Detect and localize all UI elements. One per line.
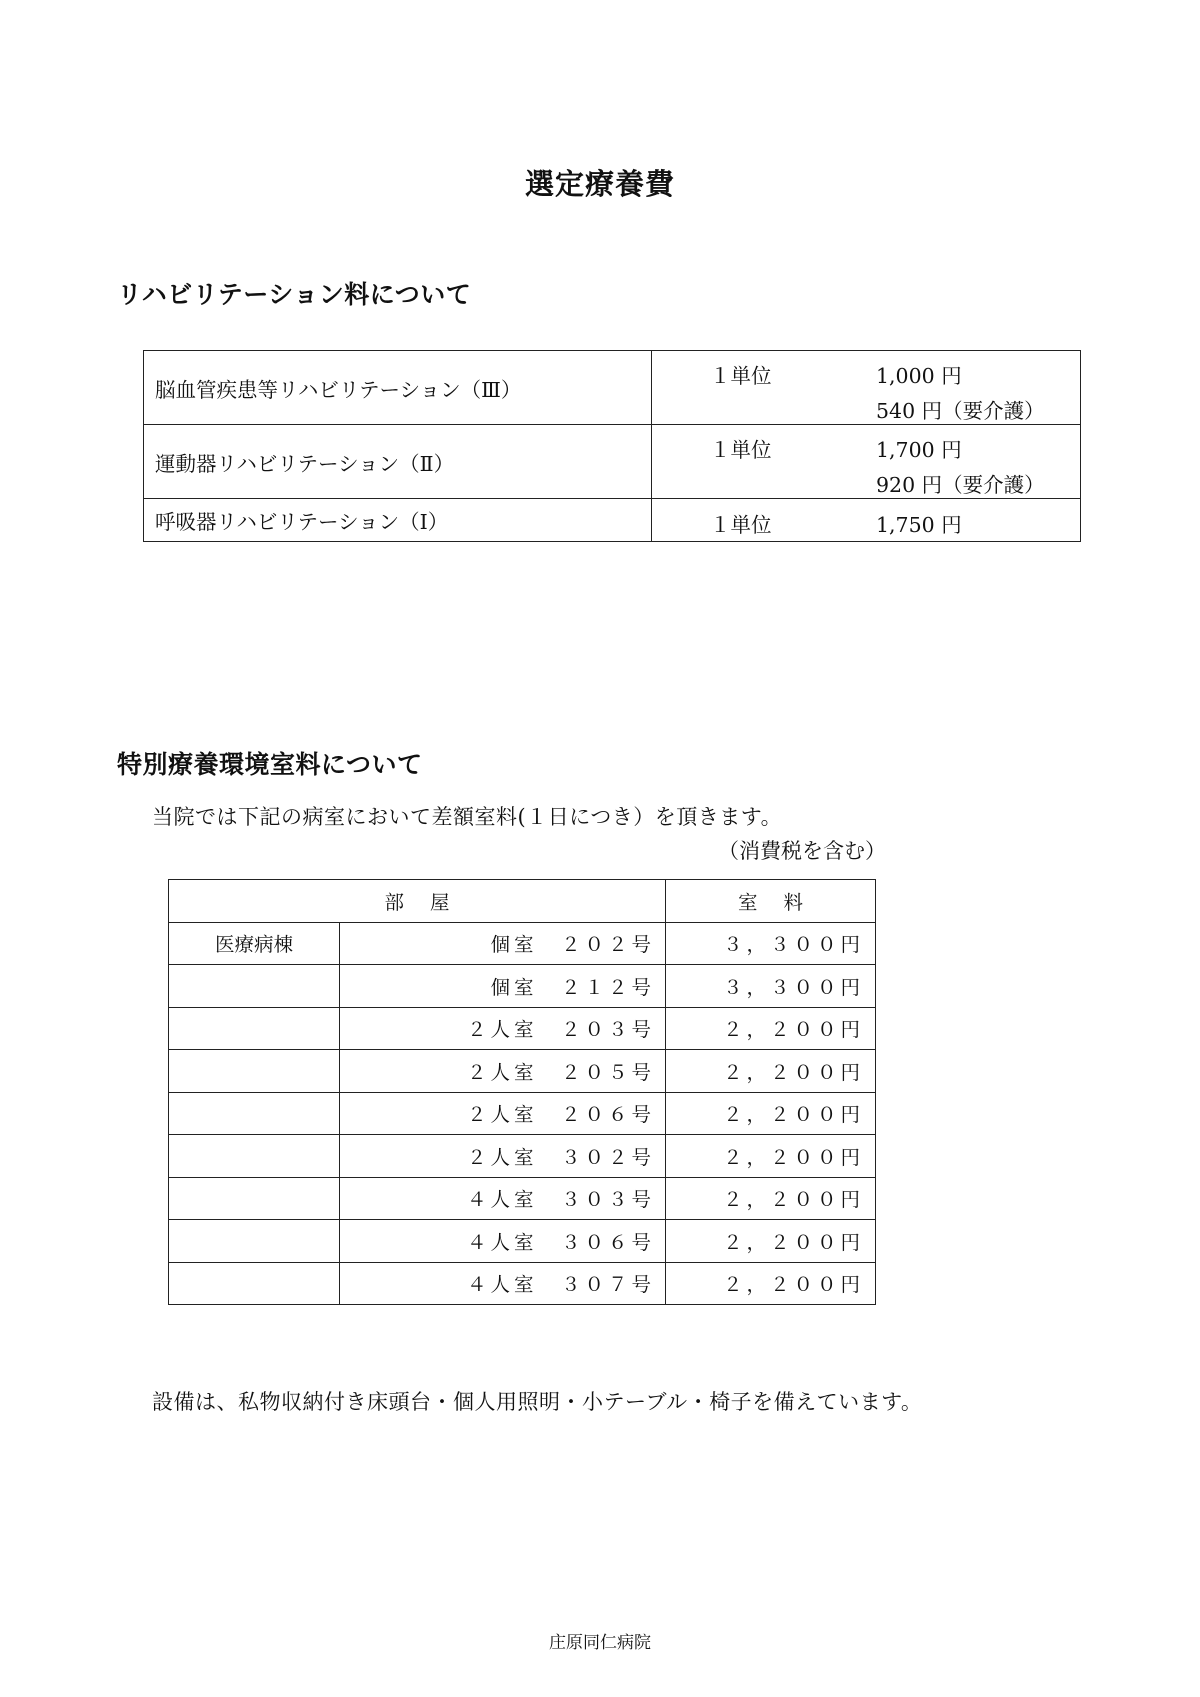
- rehab-price-care: 540 円（要介護）: [876, 399, 1045, 423]
- fee-cell: ２，２００円: [666, 1135, 876, 1178]
- room-cell: ４人室 ３０３号: [340, 1177, 666, 1220]
- fee-cell: ３，３００円: [666, 922, 876, 965]
- table-row: [169, 1007, 876, 1050]
- ward-cell: [169, 1262, 340, 1305]
- ward-cell: [169, 1092, 340, 1135]
- page-title: 選定療養費: [524, 167, 675, 201]
- room-intro-text: 当院では下記の病室において差額室料(１日につき）を頂きます。: [152, 805, 783, 829]
- table-row: [144, 425, 1081, 499]
- fee-cell: ２，２００円: [666, 1262, 876, 1305]
- header-fee: 室料: [666, 880, 876, 923]
- room-cell: ２人室 ２０３号: [340, 1007, 666, 1050]
- rehab-price-care: 920 円（要介護）: [876, 473, 1045, 497]
- fee-cell: ２，２００円: [666, 1007, 876, 1050]
- ward-cell: 医療病棟: [169, 922, 340, 965]
- ward-cell: [169, 1177, 340, 1220]
- room-cell: 個室 ２０２号: [340, 922, 666, 965]
- room-cell: ４人室 ３０７号: [340, 1262, 666, 1305]
- table-row: [169, 1220, 876, 1263]
- rehab-price: 1,750 円: [876, 513, 962, 537]
- rehab-fee-cell: [652, 499, 1081, 542]
- rehab-unit: １単位: [710, 438, 772, 462]
- rehab-unit: １単位: [710, 513, 772, 537]
- room-cell: ２人室 ３０２号: [340, 1135, 666, 1178]
- rehab-fee-cell: [652, 351, 1081, 425]
- table-row: [169, 922, 876, 965]
- rehab-name-cell: 脳血管疾患等リハビリテーション（Ⅲ）: [144, 351, 652, 425]
- room-cell: 個室 ２１２号: [340, 965, 666, 1008]
- table-row: [169, 1050, 876, 1093]
- rehab-fee-cell: [652, 425, 1081, 499]
- fee-cell: ２，２００円: [666, 1220, 876, 1263]
- ward-cell: [169, 1007, 340, 1050]
- ward-cell: [169, 1135, 340, 1178]
- fee-cell: ３，３００円: [666, 965, 876, 1008]
- fee-cell: ２，２００円: [666, 1092, 876, 1135]
- room-fee-table: [168, 879, 876, 1305]
- room-cell: ４人室 ３０６号: [340, 1220, 666, 1263]
- header-room: 部屋: [169, 880, 666, 923]
- fee-cell: ２，２００円: [666, 1177, 876, 1220]
- table-row: [169, 1262, 876, 1305]
- room-cell: ２人室 ２０６号: [340, 1092, 666, 1135]
- room-section-heading: 特別療養環境室料について: [117, 750, 423, 779]
- rehab-section-heading: リハビリテーション料について: [117, 280, 472, 309]
- table-row: [144, 499, 1081, 542]
- rehab-fee-table: [143, 350, 1081, 542]
- room-cell: ２人室 ２０５号: [340, 1050, 666, 1093]
- rehab-name-cell: 呼吸器リハビリテーション（Ⅰ）: [144, 499, 652, 542]
- rehab-price: 1,700 円: [876, 438, 962, 462]
- rehab-unit: １単位: [710, 364, 772, 388]
- hospital-name: 庄原同仁病院: [549, 1633, 651, 1653]
- rehab-name-cell: 運動器リハビリテーション（Ⅱ）: [144, 425, 652, 499]
- facilities-note: 設備は、私物収納付き床頭台・個人用照明・小テーブル・椅子を備えています。: [152, 1390, 923, 1414]
- table-row: [169, 965, 876, 1008]
- table-row: [169, 1135, 876, 1178]
- ward-cell: [169, 965, 340, 1008]
- ward-cell: [169, 1050, 340, 1093]
- table-row: [144, 351, 1081, 425]
- tax-note: （消費税を含む）: [718, 839, 886, 863]
- rehab-price: 1,000 円: [876, 364, 962, 388]
- table-row: [169, 1177, 876, 1220]
- table-row: [169, 1092, 876, 1135]
- fee-cell: ２，２００円: [666, 1050, 876, 1093]
- ward-cell: [169, 1220, 340, 1263]
- table-header-row: [169, 880, 876, 923]
